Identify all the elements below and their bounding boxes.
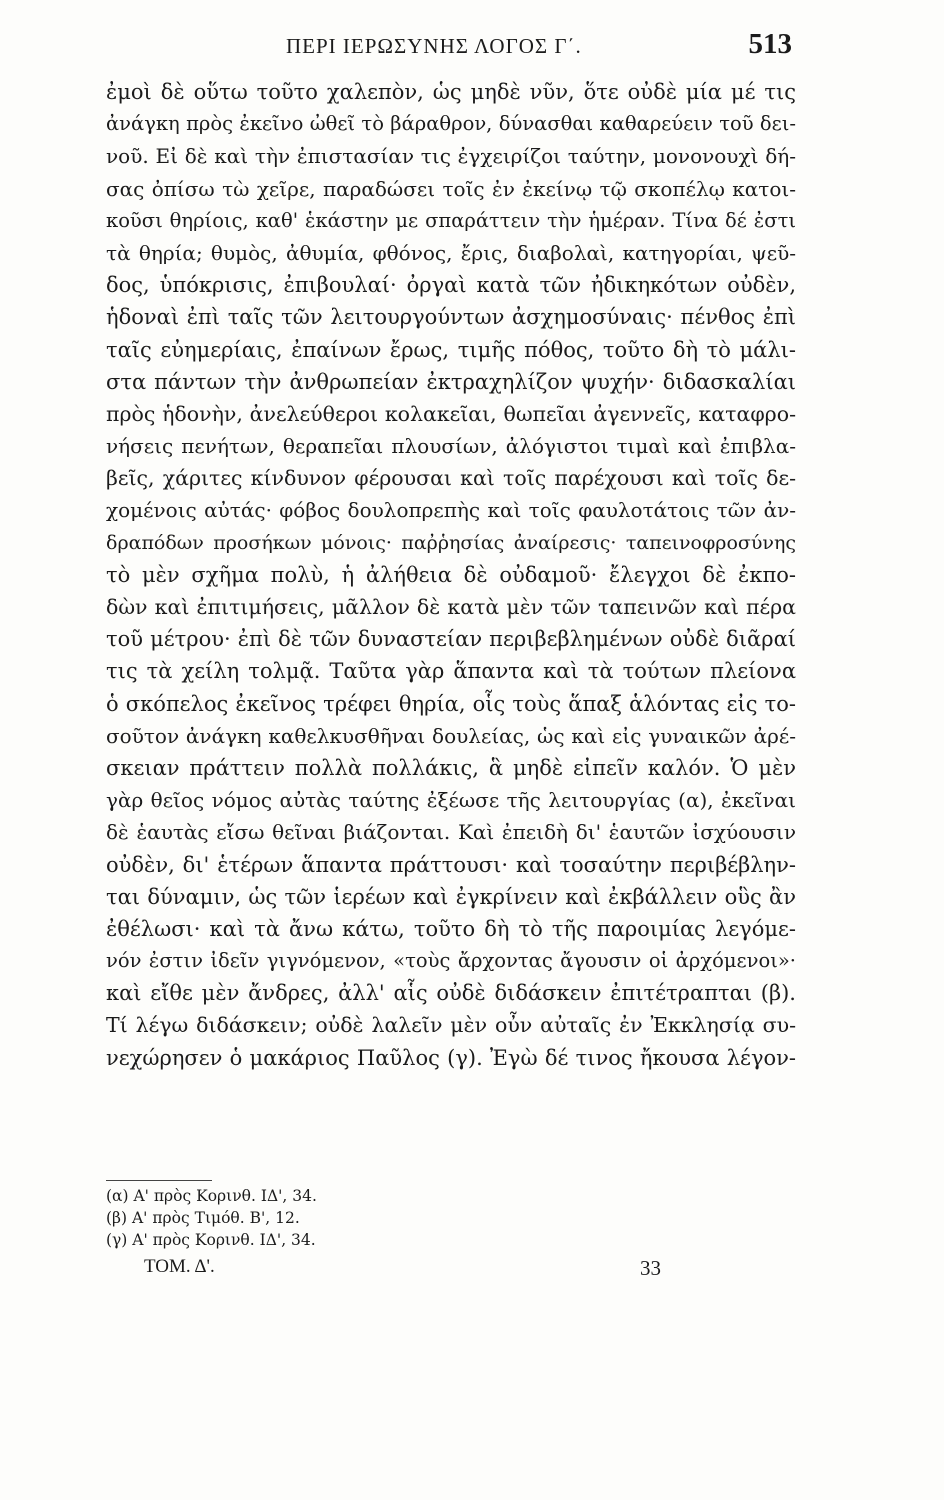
text-line: ἡδοναὶ ἐπὶ ταῖς τῶν λειτουργούντων ἀσχημοσύναις· πένθος ἐπὶ xyxy=(106,305,796,330)
text-line: πρὸς ἡδονὴν, ἀνελεύθεροι κολακεῖαι, θωπεῖαι ἀγεννεῖς, καταφρο- xyxy=(106,401,796,426)
text-line: νεχώρησεν ὁ μακάριος Παῦλος (γ). Ἐγὼ δέ τινος ἤκουσα λέγον- xyxy=(106,1045,796,1070)
text-line: ταῖς εὐημερίαις, ἐπαίνων ἔρως, τιμῆς πόθος, τοῦτο δὴ τὸ μάλι- xyxy=(106,337,796,362)
text-line: ὁ σκόπελος ἐκεῖνος τρέφει θηρία, οἷς τοὺς ἅπαξ ἁλόντας εἰς το- xyxy=(106,691,796,716)
text-line: τοῦ μέτρου· ἐπὶ δὲ τῶν δυναστείαν περιβεβλημένων οὐδὲ διᾶραί xyxy=(106,627,796,652)
text-line: τις τὰ χείλη τολμᾷ. Ταῦτα γὰρ ἅπαντα καὶ τὰ τούτων πλείονα xyxy=(106,659,796,684)
text-line: ἀνάγκη πρὸς ἐκεῖνο ὠθεῖ τὸ βάραθρον, δύνασθαι καθαρεύειν τοῦ δει- xyxy=(106,112,796,136)
text-line: βεῖς, χάριτες κίνδυνον φέρουσαι καὶ τοῖς παρέχουσι καὶ τοῖς δε- xyxy=(106,466,796,491)
footnote: (β) Α' πρὸς Τιμόθ. Β', 12. xyxy=(106,1209,300,1227)
text-line: τὰ θηρία; θυμὸς, ἀθυμία, φθόνος, ἔρις, διαβολαὶ, κατηγορίαι, ψεῦ- xyxy=(106,240,796,265)
text-line: τὸ μὲν σχῆμα πολὺ, ἡ ἀλήθεια δὲ οὐδαμοῦ· ἔλεγχοι δὲ ἐκπο- xyxy=(106,562,796,587)
footnotes xyxy=(106,1185,796,1251)
sheet-number: 33 xyxy=(640,1256,661,1280)
running-head xyxy=(106,26,796,66)
text-line: δραπόδων προσήκων μόνοις· παῤῥησίας ἀναίρεσις· ταπεινοφροσύνης xyxy=(106,531,796,554)
text-line: στα πάντων τὴν ἀνθρωπείαν ἐκτραχηλίζον ψυχήν· διδασκαλίαι xyxy=(106,369,796,394)
text-line: ἐθέλωσι· καὶ τὰ ἄνω κάτω, τοῦτο δὴ τὸ τῆς παροιμίας λεγόμε- xyxy=(106,916,796,941)
text-line: νήσεις πενήτων, θεραπεῖαι πλουσίων, ἀλόγιστοι τιμαὶ καὶ ἐπιβλα- xyxy=(106,434,796,459)
text-line: χομένοις αὐτάς· φόβος δουλοπρεπὴς καὶ τοῖς φαυλοτάτοις τῶν ἀν- xyxy=(106,498,796,523)
page-number: 513 xyxy=(748,28,792,60)
text-line: κοῦσι θηρίοις, καθ' ἑκάστην με σπαράττειν τὴν ἡμέραν. Τίνα δέ ἐστι xyxy=(106,208,796,232)
text-line: γὰρ θεῖος νόμος αὐτὰς ταύτης ἐξέωσε τῆς λειτουργίας (α), ἐκεῖναι xyxy=(106,788,796,813)
body-text xyxy=(106,76,796,1074)
text-line: ται δύναμιν, ὡς τῶν ἱερέων καὶ ἐγκρίνειν καὶ ἐκβάλλειν οὓς ἂν xyxy=(106,884,796,909)
volume-mark: ΤΟΜ. Δ'. xyxy=(144,1256,215,1277)
text-line: ἐμοὶ δὲ οὕτω τοῦτο χαλεπὸν, ὡς μηδὲ νῦν, ὅτε οὐδὲ μία μέ τις xyxy=(106,80,796,104)
text-line: Τί λέγω διδάσκειν; οὐδὲ λαλεῖν μὲν οὖν αὐταῖς ἐν Ἐκκλησίᾳ συ- xyxy=(106,1013,796,1038)
text-line: σκειαν πράττειν πολλὰ πολλάκις, ἃ μηδὲ εἰπεῖν καλόν. Ὁ μὲν xyxy=(106,755,796,780)
text-line: σοῦτον ἀνάγκη καθελκυσθῆναι δουλείας, ὡς καὶ εἰς γυναικῶν ἀρέ- xyxy=(106,723,796,748)
footnote: (α) Α' πρὸς Κορινθ. ΙΔ', 34. xyxy=(106,1187,317,1205)
running-title: ΠΕΡΙ ΙΕΡΩΣΥΝΗΣ ΛΟΓΟΣ Γ΄. xyxy=(286,34,582,58)
text-line: σας ὀπίσω τὼ χεῖρε, παραδώσει τοῖς ἐν ἐκείνῳ τῷ σκοπέλῳ κατοι- xyxy=(106,176,796,201)
text-line: οὐδὲν, δι' ἑτέρων ἅπαντα πράττουσι· καὶ τοσαύτην περιβέβλην- xyxy=(106,852,796,877)
printer-signature xyxy=(106,1256,796,1286)
text-line: δος, ὑπόκρισις, ἐπιβουλαί· ὀργαὶ κατὰ τῶν ἠδικηκότων οὐδὲν, xyxy=(106,273,796,298)
text-line: δὼν καὶ ἐπιτιμήσεις, μᾶλλον δὲ κατὰ μὲν τῶν ταπεινῶν καὶ πέρα xyxy=(106,595,796,619)
text-line: δὲ ἑαυτὰς εἴσω θεῖναι βιάζονται. Καὶ ἐπειδὴ δι' ἑαυτῶν ἰσχύουσιν xyxy=(106,820,796,845)
text-line: καὶ εἴθε μὲν ἄνδρες, ἀλλ' αἷς οὐδὲ διδάσκειν ἐπιτέτραπται (β). xyxy=(106,981,796,1006)
text-line: νοῦ. Εἰ δὲ καὶ τὴν ἐπιστασίαν τις ἐγχειρίζοι ταύτην, μονονουχὶ δή- xyxy=(106,144,796,169)
text-line: νόν ἐστιν ἰδεῖν γιγνόμενον, «τοὺς ἄρχοντας ἄγουσιν οἱ ἀρχόμενοι»· xyxy=(106,949,796,973)
footnote-rule xyxy=(106,1180,212,1181)
footnote: (γ) Α' πρὸς Κορινθ. ΙΔ', 34. xyxy=(106,1231,316,1249)
